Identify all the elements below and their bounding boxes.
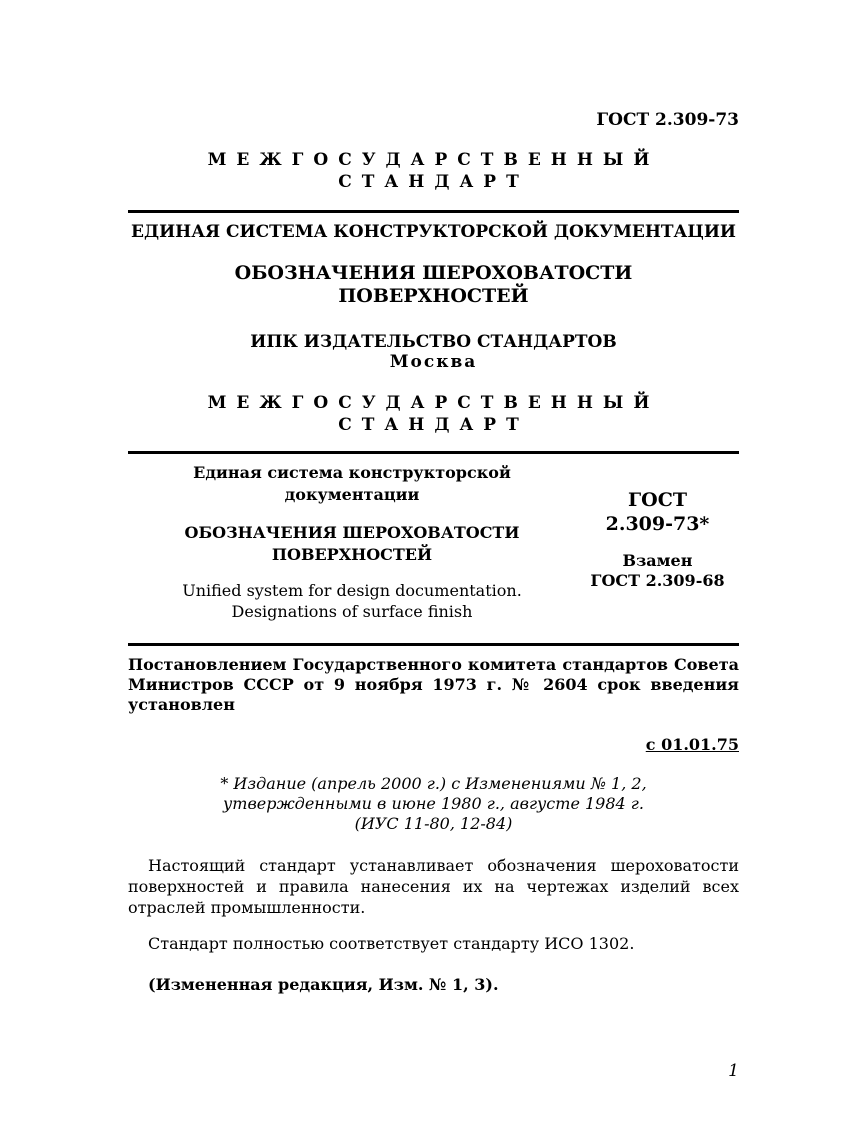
publisher [128,332,739,372]
iso-paragraph: Стандарт полностью соответствует стандарту ИСО 1302. [148,934,635,953]
document-page [128,0,739,1122]
gost-label: ГОСТ [628,489,687,511]
edition-note [128,774,739,834]
cover-title-line: ПОВЕРХНОСТЕЙ [338,285,529,307]
replaces-code: ГОСТ 2.309-68 [590,571,725,590]
divider [128,451,739,454]
series-ru-line: Единая система конструкторской [193,463,511,482]
series-ru [128,462,576,506]
scope-paragraph: Настоящий стандарт устанавливает обозначения шероховатости поверхностей и правила нанесения их на чертежах изделий всех отраслей промышленности. [128,856,739,917]
edition-line: * Издание (апрель 2000 г.) с Изменениями № 1, 2, [220,774,647,793]
publisher-name: ИПК ИЗДАТЕЛЬСТВО СТАНДАРТОВ [250,332,617,352]
series-ru-line: документации [284,485,420,504]
effective-date: с 01.01.75 [645,735,739,754]
divider [128,643,739,646]
title-en-line: Unified system for design documentation. [182,581,522,600]
interstate-standard-heading [128,149,739,193]
decree-paragraph: Постановлением Государственного комитета стандартов Совета Министров СССР от 9 ноября 1973 г. № 2604 срок введения установлен [128,655,739,714]
publisher-city: Москва [389,352,478,372]
edition-line: утвержденными в июне 1980 г., августе 1984 г. [223,794,644,813]
interstate-standard-heading-2 [128,392,739,436]
cover-title [128,262,739,308]
title-en [128,580,576,622]
series-title: ЕДИНАЯ СИСТЕМА КОНСТРУКТОРСКОЙ ДОКУМЕНТАЦИИ [131,222,736,242]
title-ru-line: ОБОЗНАЧЕНИЯ ШЕРОХОВАТОСТИ [184,523,520,542]
interstate-line: МЕЖГОСУДАРСТВЕННЫЙ [207,150,660,170]
divider [128,210,739,213]
gost-number: 2.309-73* [605,513,710,535]
edition-line: (ИУС 11-80, 12-84) [354,814,513,833]
standard-title-block [128,462,576,622]
title-en-line: Designations of surface finish [231,602,473,621]
title-ru-line: ПОВЕРХНОСТЕЙ [271,545,433,564]
cover-title-line: ОБОЗНАЧЕНИЯ ШЕРОХОВАТОСТИ [234,262,633,284]
standard-line: СТАНДАРТ [338,172,529,192]
replaces-label: Взамен [622,551,693,570]
standard-number-block [576,488,739,591]
page-number: 1 [728,1061,739,1081]
amended-note: (Измененная редакция, Изм. № 1, 3). [148,975,499,994]
title-ru [128,522,576,566]
doc-code: ГОСТ 2.309-73 [596,110,739,130]
standard-line: СТАНДАРТ [338,415,529,435]
interstate-line: МЕЖГОСУДАРСТВЕННЫЙ [207,393,660,413]
